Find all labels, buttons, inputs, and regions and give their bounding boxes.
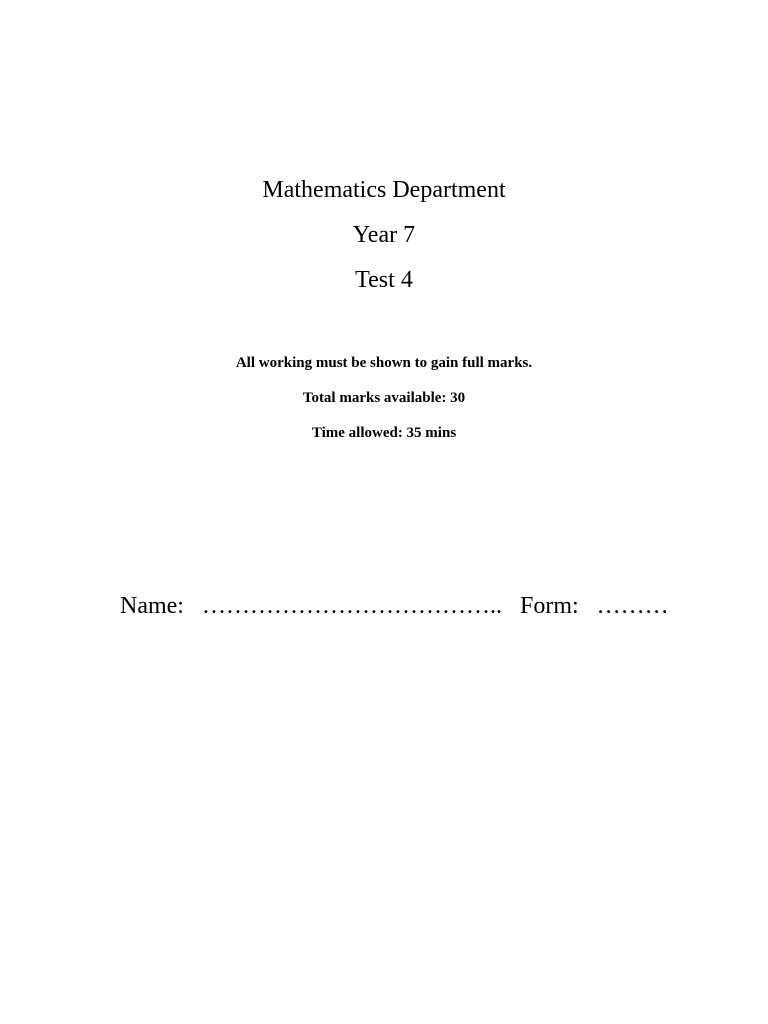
test-number-title: Test 4 xyxy=(355,267,413,293)
name-label: Name: xyxy=(120,593,184,619)
instruction-total-marks: Total marks available: 30 xyxy=(302,390,466,406)
form-field[interactable]: ……… xyxy=(596,593,669,619)
form-label: Form: xyxy=(519,593,579,619)
name-field[interactable]: ……………………………….. xyxy=(201,593,502,619)
year-group-title: Year 7 xyxy=(352,222,416,248)
instruction-working: All working must be shown to gain full marks. xyxy=(235,355,533,371)
student-details-row xyxy=(120,591,669,621)
instruction-time-allowed: Time allowed: 35 mins xyxy=(311,425,457,441)
department-title: Mathematics Department xyxy=(262,177,506,203)
